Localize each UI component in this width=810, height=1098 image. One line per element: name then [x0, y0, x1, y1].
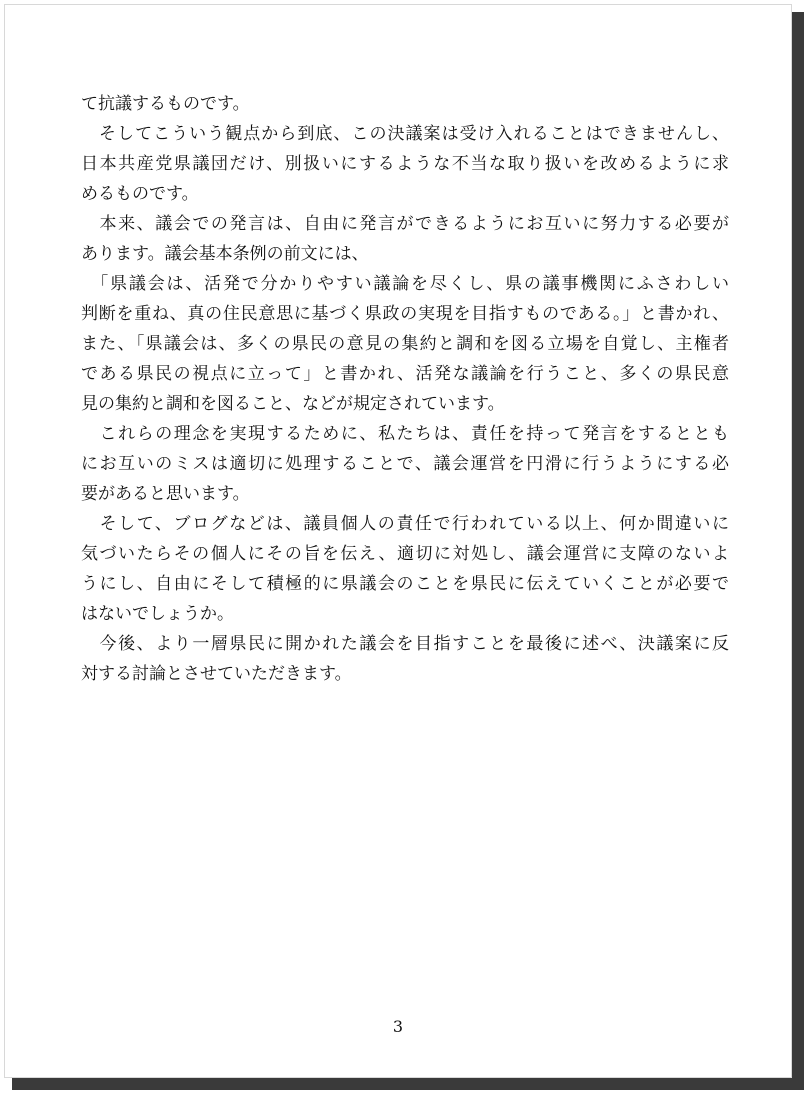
text-line: 気づいたらその個人にその旨を伝え、適切に対処し、議会運営に支障のないよ — [81, 544, 729, 564]
page-number: 3 — [392, 1017, 404, 1036]
text-line: て抗議するものです。 — [81, 94, 250, 114]
text-line: 要があると思います。 — [81, 484, 250, 504]
text-line: にお互いのミスは適切に処理することで、議会運営を円滑に行うようにする必 — [81, 454, 729, 474]
text-line: 対する討論とさせていただきます。 — [81, 664, 352, 684]
text-line: 日本共産党県議団だけ、別扱いにするような不当な取り扱いを改めるように求 — [81, 154, 729, 174]
text-line: 本来、議会での発言は、自由に発言ができるようにお互いに努力する必要が — [81, 214, 729, 234]
text-line: また、「県議会は、多くの県民の意見の集約と調和を図る立場を自覚し、主権者 — [81, 334, 729, 354]
body-text — [81, 89, 729, 689]
text-line: あります。議会基本条例の前文には、 — [81, 244, 369, 264]
text-line: である県民の視点に立って」と書かれ、活発な議論を行うこと、多くの県民意 — [81, 364, 729, 384]
text-line: 判断を重ね、真の住民意思に基づく県政の実現を目指すものである。」と書かれ、 — [81, 304, 729, 324]
text-line: 今後、より一層県民に開かれた議会を目指すことを最後に述べ、決議案に反 — [81, 634, 729, 654]
text-line: そして、ブログなどは、議員個人の責任で行われている以上、何か間違いに — [81, 514, 729, 534]
text-line: めるものです。 — [81, 184, 199, 204]
text-line: 「県議会は、活発で分かりやすい議論を尽くし、県の議事機関にふさわしい — [81, 274, 729, 294]
text-line: 見の集約と調和を図ること、などが規定されています。 — [81, 394, 505, 414]
text-line: これらの理念を実現するために、私たちは、責任を持って発言をするととも — [81, 424, 729, 444]
text-line: うにし、自由にそして積極的に県議会のことを県民に伝えていくことが必要で — [81, 574, 729, 594]
document-page — [4, 4, 792, 1078]
text-line: そしてこういう観点から到底、この決議案は受け入れることはできませんし、 — [81, 124, 729, 144]
text-line: はないでしょうか。 — [81, 604, 234, 624]
